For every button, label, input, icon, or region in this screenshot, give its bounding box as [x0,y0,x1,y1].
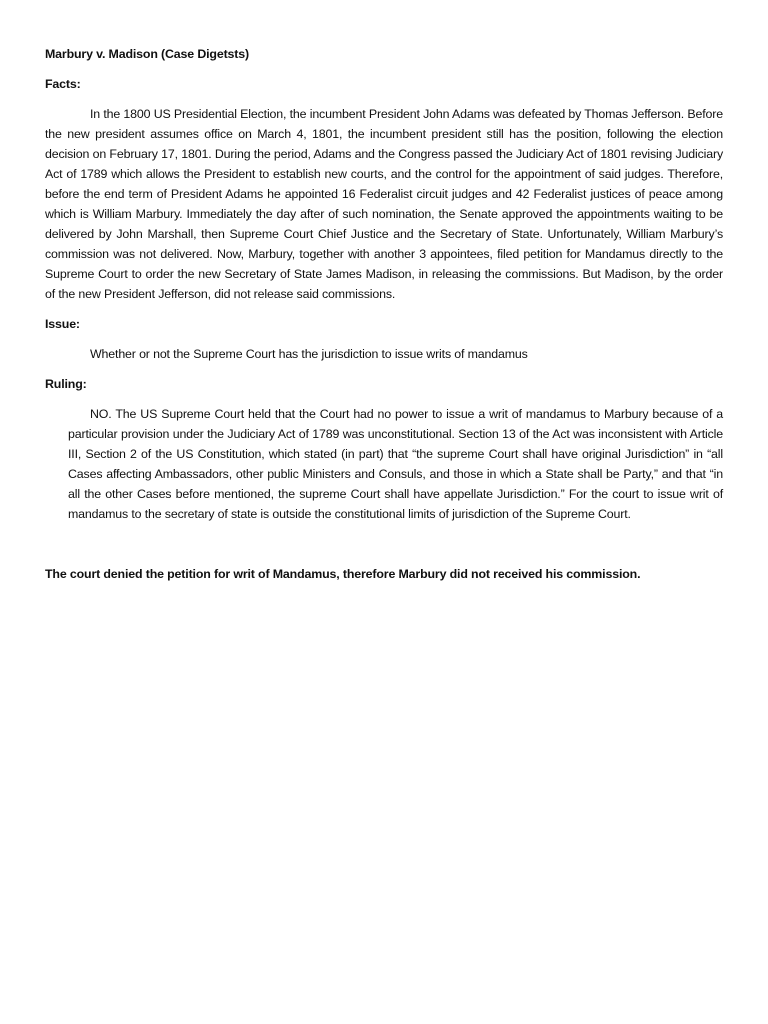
issue-paragraph: Whether or not the Supreme Court has the jurisdiction to issue writs of mandamus [90,347,528,361]
document-page [45,44,723,596]
facts-heading: Facts: [45,77,81,91]
conclusion-statement: The court denied the petition for writ of Mandamus, therefore Marbury did not received his commission. [45,567,641,581]
facts-paragraph: In the 1800 US Presidential Election, the incumbent President John Adams was defeated by Thomas Jefferson. Before the new president assumes office on March 4, 1801, the incumbent president still has the position, following the election decision on February 17, 1801. During the period, Adams and the Congress passed the Judiciary Act of 1801 revising Judiciary Act of 1789 which allows the President to establish new courts, and the control for the appointment of said judges. Therefore, before the end term of President Adams he appointed 16 Federalist circuit judges and 42 Federalist justices of peace among which is William Marbury. Immediately the day after of such nomination, the Senate approved the appointments waiting to be delivered by John Marshall, then Supreme Court Chief Justice and the Secretary of State. Unfortunately, William Marbury’s commission was not delivered. Now, Marbury, together with another 3 appointees, filed petition for Mandamus directly to the Supreme Court to order the new Secretary of State James Madison, in releasing the commissions. But Madison, by the order of the new President Jefferson, did not release said commissions. [45,107,723,301]
document-title: Marbury v. Madison (Case Digetsts) [45,47,249,61]
ruling-heading: Ruling: [45,377,87,391]
ruling-paragraph: NO. The US Supreme Court held that the Court had no power to issue a writ of mandamus to Marbury because of a particular provision under the Judiciary Act of 1789 was unconstitutional. Section 13 of the Act was inconsistent with Article III, Section 2 of the US Constitution, which stated (in part) that “the supreme Court shall have original Jurisdiction” in “all Cases affecting Ambassadors, other public Ministers and Consuls, and those in which a State shall be Party,” and that “in all the other Cases before mentioned, the supreme Court shall have appellate Jurisdiction.” For the court to issue writ of mandamus to the secretary of state is outside the constitutional limits of jurisdiction of the Supreme Court. [68,407,723,521]
issue-heading: Issue: [45,317,80,331]
